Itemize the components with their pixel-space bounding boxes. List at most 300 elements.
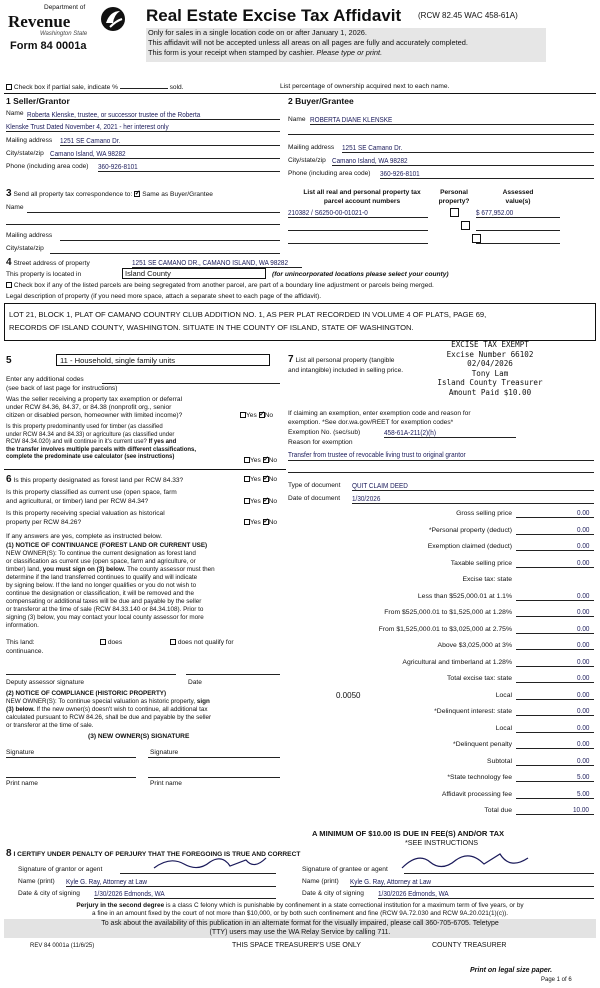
deputy-date-field[interactable] bbox=[186, 674, 280, 675]
grantor-name-field[interactable] bbox=[66, 877, 276, 887]
stamp-line4: Tony Lam bbox=[471, 368, 509, 378]
no-label: No bbox=[268, 498, 278, 505]
no-label: No bbox=[268, 519, 278, 526]
sec5-q1-no-checkbox[interactable] bbox=[259, 412, 265, 418]
calc-row bbox=[288, 655, 594, 672]
notice1-e: by signing below. If the land no longer qualifies or you do not wish to bbox=[6, 582, 197, 589]
calc-row bbox=[288, 556, 594, 573]
calc-field[interactable] bbox=[516, 723, 594, 733]
notice1-j: information. bbox=[6, 622, 39, 629]
sec4-number: 4 bbox=[6, 257, 12, 268]
partial-sale-label: Check box if partial sale, indicate % bbox=[13, 84, 118, 91]
sec3-city-field[interactable] bbox=[50, 244, 280, 254]
yes-label: Yes bbox=[250, 498, 261, 505]
calc-row bbox=[288, 589, 594, 606]
calc-field[interactable] bbox=[516, 772, 594, 782]
sec3-row bbox=[6, 188, 213, 199]
legal-label: Legal description of property (if you need more space, attach a separate sheet to each page of the affidavit). bbox=[6, 293, 322, 300]
stamp-line5: Island County Treasurer bbox=[437, 378, 543, 388]
sub3: This form is your receipt when stamped by cashier. bbox=[148, 48, 315, 57]
calc-label: *Delinquent interest: state bbox=[434, 708, 512, 715]
reason-field[interactable] bbox=[288, 450, 594, 461]
doc-type-value: QUIT CLAIM DEED bbox=[352, 481, 408, 490]
county-treasurer-label: COUNTY TREASURER bbox=[432, 942, 507, 949]
calc-value: 5.00 bbox=[577, 772, 590, 781]
notice1-a: NEW OWNER(S): To continue the current designation as forest land bbox=[6, 550, 196, 557]
segregate-row bbox=[6, 282, 434, 289]
sec6-q1-no-checkbox[interactable] bbox=[263, 476, 269, 482]
deputy-signature-field[interactable] bbox=[6, 674, 176, 675]
seller-city-field[interactable] bbox=[50, 149, 280, 159]
accessibility-notice bbox=[4, 919, 596, 938]
header-subtext bbox=[146, 28, 546, 62]
new-owner-print-field-1[interactable] bbox=[6, 777, 136, 778]
sec3-mail-field[interactable] bbox=[60, 231, 280, 241]
sec6-q2-b: and agricultural, or timber) land per RCW 84.34? bbox=[6, 497, 149, 505]
reason-value: Transfer from trustee of revocable living trust to original grantor bbox=[288, 450, 466, 459]
ownership-note: List percentage of ownership acquired next to each name. bbox=[280, 83, 450, 90]
calc-label: Exemption claimed (deduct) bbox=[427, 543, 512, 550]
grantor-date-value: 1/30/2026 Edmonds, WA bbox=[94, 889, 165, 898]
does-label: does bbox=[107, 639, 123, 646]
continuance-label: continuance. bbox=[6, 648, 44, 655]
sec6-q1: Is this property designated as forest land per RCW 84.33? bbox=[13, 477, 184, 484]
calc-label: *Delinquent penalty bbox=[453, 741, 512, 748]
grantor-name-label: Name (print) bbox=[18, 878, 55, 885]
calc-label: Total excise tax: state bbox=[447, 675, 512, 682]
calc-field[interactable] bbox=[516, 739, 594, 749]
calc-field[interactable] bbox=[516, 508, 594, 518]
sub3b: Please type or print. bbox=[316, 48, 383, 57]
sec6-q3-answer bbox=[244, 519, 277, 526]
sec5-q1 bbox=[6, 396, 182, 420]
assessed-header bbox=[478, 188, 558, 206]
does-not-label: does not qualify for bbox=[177, 639, 234, 646]
personal-h1: Personal bbox=[440, 189, 468, 196]
calc-value: 5.00 bbox=[577, 788, 590, 798]
exemption-no-label: Exemption No. (sec/sub) bbox=[288, 429, 361, 436]
exemption-no-field[interactable] bbox=[384, 428, 516, 438]
buyer-city-field[interactable] bbox=[332, 156, 594, 166]
calc-label: Above $3,025,000 at 3% bbox=[437, 642, 512, 649]
parcel-field-1[interactable] bbox=[288, 208, 428, 218]
signature-label-2: Signature bbox=[150, 749, 179, 756]
buyer-mail-label: Mailing address bbox=[288, 144, 335, 151]
perjury-bold: Perjury in the second degree bbox=[76, 902, 165, 909]
calc-label: Subtotal bbox=[487, 757, 512, 765]
street-value: 1251 SE CAMANO DR., CAMANO ISLAND, WA 98282 bbox=[132, 258, 289, 267]
buyer-mail-value: 1251 SE Camano Dr. bbox=[342, 143, 403, 152]
print-name-label-1: Print name bbox=[6, 780, 38, 787]
calc-value: 0.00 bbox=[577, 689, 590, 699]
sec3-name-field-2[interactable] bbox=[6, 215, 280, 225]
calc-label: *Personal property (deduct) bbox=[428, 526, 512, 534]
stamp-line2: Excise Number 66102 bbox=[446, 349, 534, 359]
calc-field[interactable] bbox=[516, 690, 594, 700]
parcel-field-3[interactable] bbox=[288, 234, 428, 244]
seller-mail-field[interactable] bbox=[60, 136, 280, 146]
sec5-q2-answer bbox=[244, 457, 277, 464]
seller-mail-label: Mailing address bbox=[6, 137, 53, 144]
seller-phone-field[interactable] bbox=[98, 162, 280, 172]
grantee-name-value: Kyle G. Ray, Attorney at Law bbox=[350, 877, 432, 886]
perjury-notice bbox=[4, 902, 596, 918]
notice1-b: or classification as current use (open space, farm and agriculture, or bbox=[6, 558, 196, 565]
calc-label: Taxable selling price bbox=[450, 559, 512, 567]
does-option bbox=[100, 639, 122, 646]
stamp-line6: Amount Paid $10.00 bbox=[448, 387, 532, 397]
street-label: Street address of property bbox=[13, 260, 90, 267]
calc-field[interactable] bbox=[516, 591, 594, 601]
grantor-name-value: Kyle G. Ray, Attorney at Law bbox=[66, 877, 148, 886]
yes-label: Yes bbox=[250, 519, 261, 526]
buyer-phone-field[interactable] bbox=[380, 169, 594, 179]
calc-value: 0.00 bbox=[577, 508, 590, 517]
same-as-buyer-label: Same as Buyer/Grantee bbox=[142, 191, 213, 198]
calc-field[interactable] bbox=[516, 541, 594, 551]
divider bbox=[4, 469, 286, 470]
sig-grantee-label: Signature of grantee or agent bbox=[302, 866, 388, 873]
perjury-a: is a class C felony which is punishable by confinement in a state correctional institution for a maximum term of five years, or by bbox=[164, 902, 524, 909]
sec5-q1-a: Was the seller receiving a property tax exemption or deferral bbox=[6, 396, 183, 403]
notice1-i: signing (3) below, you may contact your local county assessor for more bbox=[6, 614, 204, 621]
county-select[interactable] bbox=[122, 268, 266, 279]
legal-size-note: Print on legal size paper. bbox=[470, 967, 553, 974]
sec5-q2-f: complete the predominate use calculator (see instructions) bbox=[6, 454, 175, 461]
sig-grantor-label: Signature of grantor or agent bbox=[18, 866, 103, 873]
calc-row bbox=[288, 688, 594, 705]
sec3-mail-label: Mailing address bbox=[6, 232, 53, 239]
buyer-mail-field[interactable] bbox=[342, 143, 594, 153]
street-field[interactable] bbox=[132, 258, 302, 268]
sec7-row bbox=[288, 355, 406, 376]
assessed-field-3[interactable] bbox=[476, 234, 560, 244]
buyer-name-value: ROBERTA DIANE KLENSKE bbox=[310, 115, 393, 124]
sec3-name-label: Name bbox=[6, 204, 24, 211]
sec5-q2-e: the transfer involves multiple parcels with different classifications, bbox=[6, 446, 197, 453]
print-name-label-2: Print name bbox=[150, 780, 182, 787]
sec6-number: 6 bbox=[6, 474, 12, 485]
calc-field[interactable] bbox=[516, 789, 594, 799]
calc-field[interactable] bbox=[516, 624, 594, 634]
calc-field[interactable] bbox=[516, 673, 594, 683]
buyer-name-field[interactable] bbox=[310, 115, 594, 125]
personal-checkbox-1[interactable] bbox=[450, 208, 459, 217]
notice1-d: determine if the land transferred continues to qualify and will indicate bbox=[6, 574, 198, 581]
treasurer-stamp bbox=[406, 340, 574, 398]
sec5-q1-b: under RCW 84.36, 84.37, or 84.38 (nonprofit org., senior bbox=[6, 404, 172, 411]
land-use-code-select[interactable] bbox=[56, 354, 270, 366]
parcel-header bbox=[296, 188, 428, 206]
calc-field[interactable] bbox=[516, 706, 594, 716]
buyer-heading: 2 Buyer/Grantee bbox=[288, 96, 354, 106]
seller-name-field[interactable] bbox=[27, 110, 280, 120]
seller-heading: 1 Seller/Grantor bbox=[6, 96, 70, 106]
stamp-line1: EXCISE TAX EXEMPT bbox=[451, 340, 529, 349]
assessed-h1: Assessed bbox=[502, 189, 534, 196]
buyer-city-value: Camano Island, WA 98282 bbox=[332, 156, 408, 165]
yes-label: Yes bbox=[246, 412, 257, 419]
assessed-field-1[interactable] bbox=[476, 208, 560, 218]
notice1-f: continue the designation or classification, it will be removed and the bbox=[6, 590, 194, 597]
additional-codes-label: Enter any additional codes bbox=[6, 376, 84, 383]
sec7-number: 7 bbox=[288, 354, 294, 365]
calc-row bbox=[288, 523, 594, 540]
sec5-q2-yes-checkbox[interactable] bbox=[244, 457, 250, 463]
sec8-heading: I CERTIFY UNDER PENALTY OF PERJURY THAT THE FOREGOING IS TRUE AND CORRECT bbox=[13, 851, 301, 858]
sec6-q2-answer bbox=[244, 498, 277, 505]
calc-label: Agricultural and timberland at 1.28% bbox=[402, 658, 512, 666]
calc-label: From $1,525,000.01 to $3,025,000 at 2.75% bbox=[378, 625, 512, 633]
yes-label: Yes bbox=[250, 457, 261, 464]
personal-h2: property? bbox=[438, 198, 470, 205]
sec6-q3-b: property per RCW 84.26? bbox=[6, 518, 82, 526]
land-use-code-value: 11 - Household, single family units bbox=[60, 356, 176, 365]
seller-name-label: Name bbox=[6, 110, 24, 117]
calc-field[interactable] bbox=[516, 525, 594, 535]
assessed-h2: value(s) bbox=[505, 198, 531, 205]
county-note: (for unincorporated locations please select your county) bbox=[272, 271, 449, 278]
exemption-no-value: 458-61A-211(2)(h) bbox=[384, 428, 436, 437]
divider bbox=[4, 93, 596, 94]
grantee-name-label: Name (print) bbox=[302, 878, 339, 885]
personal-checkbox-2[interactable] bbox=[461, 221, 470, 230]
calc-field[interactable] bbox=[516, 756, 594, 766]
notice1-c2: you must sign on (3) below. bbox=[42, 566, 126, 573]
if-yes-note: If any answers are yes, complete as instructed below. bbox=[6, 533, 163, 540]
notice1-title: (1) NOTICE OF CONTINUANCE (FOREST LAND OR CURRENT USE) bbox=[6, 542, 208, 549]
grantor-signature-field[interactable] bbox=[120, 865, 276, 874]
sec5-q1-yes-checkbox[interactable] bbox=[240, 412, 246, 418]
sec5-q2 bbox=[6, 424, 196, 462]
exemption-note-a: If claiming an exemption, enter exemption code and reason for bbox=[288, 410, 471, 417]
no-label: No bbox=[268, 476, 278, 483]
deputy-signature-label: Deputy assessor signature bbox=[6, 679, 85, 686]
sec6-q2-yes-checkbox[interactable] bbox=[244, 498, 250, 504]
seller-phone-value: 360-926-8101 bbox=[98, 162, 138, 171]
calc-field[interactable] bbox=[516, 805, 594, 815]
form-reference: (RCW 82.45 WAC 458-61A) bbox=[418, 11, 518, 20]
calc-value: 0.00 bbox=[577, 541, 590, 550]
page-number: Page 1 of 6 bbox=[541, 977, 572, 983]
partial-sale-checkbox[interactable] bbox=[6, 84, 12, 90]
notice2-a2: sign bbox=[196, 698, 210, 705]
grantee-date-field[interactable] bbox=[378, 889, 594, 899]
notice2-d: or transferor at the time of sale. bbox=[6, 722, 94, 729]
doc-date-label: Date of document bbox=[288, 495, 341, 502]
seller-city-label: City/state/zip bbox=[6, 150, 44, 157]
calc-row bbox=[288, 770, 594, 787]
sec6-q3-yes-checkbox[interactable] bbox=[244, 519, 250, 525]
legal-description-field[interactable] bbox=[4, 303, 596, 341]
sec3-number: 3 bbox=[6, 188, 12, 199]
calc-row bbox=[288, 754, 594, 771]
sec8-number: 8 bbox=[6, 848, 12, 859]
calc-value: 0.00 bbox=[577, 706, 590, 715]
calc-row bbox=[288, 572, 594, 589]
partial-sale-row bbox=[6, 82, 184, 91]
buyer-name-field-2[interactable] bbox=[288, 127, 594, 135]
parcel-number: 210382 / S6250-00-01021-0 bbox=[288, 208, 368, 217]
sec5-q2-d: If yes and bbox=[148, 439, 177, 446]
calc-row bbox=[288, 704, 594, 721]
dor-swirl-icon bbox=[100, 5, 126, 33]
sec6-q1-answer bbox=[244, 476, 277, 483]
sec4-street-row bbox=[6, 257, 90, 268]
doc-date-field[interactable] bbox=[352, 494, 594, 504]
calc-label: Gross selling price bbox=[456, 510, 512, 517]
assessed-value: $ 677,952.00 bbox=[476, 208, 514, 217]
calc-value: 0.00 bbox=[577, 590, 590, 600]
partial-percent-field[interactable] bbox=[120, 82, 168, 89]
additional-codes-field[interactable] bbox=[102, 375, 280, 384]
no-label: No bbox=[264, 412, 274, 419]
sec3-text: Send all property tax correspondence to: bbox=[13, 191, 133, 198]
new-owner-sig-field-2[interactable] bbox=[148, 757, 280, 758]
calc-value: 0.00 bbox=[577, 557, 590, 567]
reason-label: Reason for exemption bbox=[288, 439, 353, 446]
assessed-field-2[interactable] bbox=[476, 221, 560, 231]
notice2-c: calculated pursuant to RCW 84.26, shall be due and payable by the seller bbox=[6, 714, 212, 721]
form-number: Form 84 0001a bbox=[10, 40, 87, 52]
notice2-b2: If the new owner(s) doesn't wish to continue, all additional tax bbox=[36, 706, 208, 713]
same-as-buyer-checkbox[interactable] bbox=[134, 191, 140, 197]
does-not-option bbox=[170, 639, 234, 646]
calc-row bbox=[288, 638, 594, 655]
calc-row bbox=[288, 737, 594, 754]
notice1-g: compensating or additional taxes will be due and payable by the seller bbox=[6, 598, 202, 605]
calc-row bbox=[288, 803, 594, 820]
see-instructions: *SEE INSTRUCTIONS bbox=[405, 838, 479, 847]
sec3-name-field[interactable] bbox=[27, 203, 280, 213]
notice-continuance bbox=[6, 542, 286, 630]
calc-label: Local bbox=[495, 724, 512, 732]
grantee-name-field[interactable] bbox=[350, 877, 594, 887]
sec7-text: List all personal property (tangible and intangible) included in selling price. bbox=[288, 357, 404, 374]
seller-mail-value: 1251 SE Camano Dr. bbox=[60, 136, 121, 145]
calc-row bbox=[288, 721, 594, 738]
segregate-label: Check box if any of the listed parcels are being segregated from another parcel, are part of a boundary line adjustment or parcels being merged. bbox=[13, 282, 434, 289]
calc-row bbox=[288, 622, 594, 639]
seller-name-field-2[interactable] bbox=[6, 122, 280, 132]
codes-note: (see back of last page for instructions) bbox=[6, 385, 118, 392]
calc-label: Affidavit processing fee bbox=[441, 790, 512, 798]
grantee-signature-field[interactable] bbox=[404, 865, 594, 874]
minimum-notice: A MINIMUM OF $10.00 IS DUE IN FEE(S) AND/OR TAX bbox=[312, 829, 505, 838]
calc-value: 0.00 bbox=[577, 673, 590, 682]
signature-label-1: Signature bbox=[6, 749, 35, 756]
parcel-field-2[interactable] bbox=[288, 221, 428, 231]
deputy-date-label: Date bbox=[188, 679, 202, 686]
new-owner-print-field-2[interactable] bbox=[148, 777, 280, 778]
access-b: (TTY) users may use the WA Relay Service by calling 711. bbox=[209, 928, 391, 936]
sec5-q2-no-checkbox[interactable] bbox=[263, 457, 269, 463]
county-value: Island County bbox=[125, 269, 171, 278]
seller-phone-label: Phone (including area code) bbox=[6, 163, 89, 170]
revision-label: REV 84 0001a (11/6/25) bbox=[30, 943, 95, 949]
calc-field[interactable] bbox=[516, 558, 594, 568]
calc-field[interactable] bbox=[516, 640, 594, 650]
perjury-b: a fine in an amount fixed by the court of not more than $10,000, or by both such confinement and fine (RCW 9A.72.030 and RCW 9A.20.021(1)(c)). bbox=[92, 910, 508, 917]
calc-value: 0.00 bbox=[577, 755, 590, 765]
new-owner-sig-heading: (3) NEW OWNER(S) SIGNATURE bbox=[88, 733, 190, 740]
calc-value: 0.00 bbox=[577, 656, 590, 666]
notice1-h: or transferor at the time of sale (RCW 84.33.140 or 84.34.108). Prior to bbox=[6, 606, 204, 613]
this-land-label: This land: bbox=[6, 639, 35, 646]
calc-row bbox=[288, 605, 594, 622]
grantor-date-label: Date & city of signing bbox=[18, 890, 80, 897]
doc-type-field[interactable] bbox=[352, 481, 594, 491]
sec6-q2-no-checkbox[interactable] bbox=[263, 498, 269, 504]
sec5-q2-a: Is this property predominantly used for timber (as classified bbox=[6, 424, 163, 430]
new-owner-sig-field-1[interactable] bbox=[6, 757, 136, 758]
segregate-checkbox[interactable] bbox=[6, 282, 12, 288]
buyer-phone-value: 360-926-8101 bbox=[380, 169, 420, 178]
buyer-name-label: Name bbox=[288, 116, 306, 123]
sec5-q2-b: under RCW 84.34 and 84.33) or agriculture (as classified under bbox=[6, 431, 175, 438]
calc-row bbox=[288, 671, 594, 688]
does-checkbox[interactable] bbox=[100, 639, 106, 645]
calc-value: 0.00 bbox=[577, 640, 590, 649]
sec5-q1-answer bbox=[240, 412, 273, 419]
calc-value: 0.00 bbox=[577, 524, 590, 534]
dept-line2: Revenue bbox=[8, 12, 71, 31]
exemption-note-b: exemption. *See dor.wa.gov/REET for exemption codes* bbox=[288, 418, 454, 426]
notice2-a: NEW OWNER(S): To continue special valuation as historic property, bbox=[6, 698, 196, 705]
grantor-date-field[interactable] bbox=[94, 889, 276, 899]
sec6-q3 bbox=[6, 510, 165, 527]
parcel-h1b: parcel account numbers bbox=[323, 198, 401, 205]
sec5-q1-c: citizen or disabled person, homeowner with limited income)? bbox=[6, 412, 183, 419]
stamp-line3: 02/04/2026 bbox=[467, 359, 513, 369]
seller-name-line2: Klenske Trust Dated November 4, 2021 - her interest only bbox=[6, 122, 169, 131]
dept-line3: Washington State bbox=[40, 31, 88, 37]
seller-name-line1: Roberta Klenske, trustee, or successor trustee of the Roberta bbox=[27, 110, 201, 119]
sub1: Only for sales in a single location code on or after January 1, 2026. bbox=[148, 28, 367, 37]
grantee-date-value: 1/30/2026 Edmonds, WA bbox=[378, 889, 449, 898]
calc-field[interactable] bbox=[516, 607, 594, 617]
access-a: To ask about the availability of this publication in an alternate format for the visually impaired, please call 360-705-6705. Teletype bbox=[101, 920, 499, 927]
sold-label: sold. bbox=[169, 84, 184, 91]
sec6-q3-a: Is this property receiving special valuation as historical bbox=[6, 510, 165, 517]
calc-value: 0.00 bbox=[577, 739, 590, 748]
buyer-city-label: City/state/zip bbox=[288, 157, 326, 164]
calc-value: 10.00 bbox=[573, 805, 590, 814]
personal-header bbox=[432, 188, 476, 206]
calc-field[interactable] bbox=[516, 657, 594, 667]
calc-value: 0.00 bbox=[577, 623, 590, 633]
grantee-date-label: Date & city of signing bbox=[302, 890, 364, 897]
dor-logo bbox=[4, 2, 132, 80]
calc-label: Excise tax: state bbox=[462, 576, 512, 583]
calc-row bbox=[288, 787, 594, 804]
sub2: This affidavit will not be accepted unless all areas on all pages are fully and accurately completed. bbox=[148, 38, 468, 47]
notice2-b: (3) below. bbox=[6, 706, 35, 713]
calc-label: Less than $525,000.01 at 1.1% bbox=[417, 592, 512, 600]
calc-row bbox=[288, 506, 594, 523]
buyer-phone-label: Phone (including area code) bbox=[288, 170, 371, 177]
yes-label: Yes bbox=[250, 476, 261, 483]
sec6-q3-no-checkbox[interactable] bbox=[263, 519, 269, 525]
reason-field-2[interactable] bbox=[288, 467, 594, 473]
legal-line2: RECORDS OF ISLAND COUNTY, WASHINGTON. SITUATE IN THE COUNTY OF ISLAND, STATE OF WASHINGTON. bbox=[9, 323, 414, 332]
notice2-title: (2) NOTICE OF COMPLIANCE (HISTORIC PROPERTY) bbox=[6, 690, 167, 697]
notice-compliance bbox=[6, 690, 286, 730]
does-not-checkbox[interactable] bbox=[170, 639, 176, 645]
sec6-q1-yes-checkbox[interactable] bbox=[244, 476, 250, 482]
sec6-q2-a: Is this property classified as current use (open space, farm bbox=[6, 489, 177, 496]
dept-line1: Department of bbox=[44, 4, 86, 11]
